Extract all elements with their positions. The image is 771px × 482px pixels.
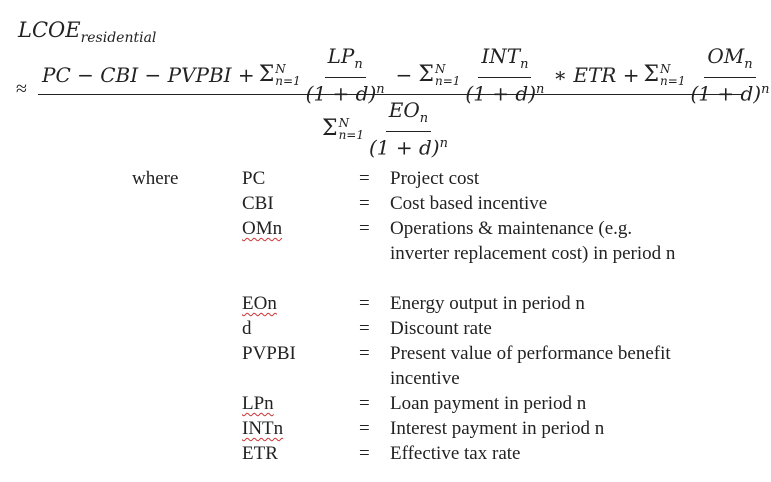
summation-3 bbox=[643, 62, 685, 87]
def-equals: = bbox=[359, 443, 370, 464]
frac-int-sub: n bbox=[520, 57, 529, 72]
def-equals: = bbox=[359, 218, 370, 239]
def-text-lpn: Loan payment in period n bbox=[390, 393, 587, 414]
def-equals: = bbox=[359, 193, 370, 214]
frac-int-den-exp: n bbox=[536, 82, 545, 97]
frac-eo-den-exp: n bbox=[439, 136, 448, 151]
frac-int-denominator: (1 + d) bbox=[465, 81, 537, 106]
def-abbr-pvpbi: PVPBI bbox=[242, 343, 296, 364]
def-equals: = bbox=[359, 418, 370, 439]
def-text-cbi: Cost based incentive bbox=[390, 193, 548, 214]
def-abbr-eon: EOn bbox=[242, 293, 277, 314]
etr-term: ∗ ETR + bbox=[553, 62, 640, 87]
frac-eo-sub: n bbox=[419, 111, 429, 126]
frac-lp-sub: n bbox=[354, 57, 363, 72]
frac-om-denominator: (1 + d) bbox=[690, 81, 762, 106]
def-equals: = bbox=[359, 168, 370, 189]
def-abbr-cbi: CBI bbox=[242, 193, 274, 214]
lhs-subscript: residential bbox=[80, 30, 157, 46]
sum-upper-limit: N bbox=[338, 115, 350, 130]
fraction-lp bbox=[303, 44, 388, 106]
equation-denominator bbox=[322, 98, 453, 160]
sum-lower-limit: n=1 bbox=[434, 73, 461, 88]
approx-symbol: ≈ bbox=[16, 78, 27, 100]
def-equals: = bbox=[359, 393, 370, 414]
def-text-d: Discount rate bbox=[390, 318, 492, 339]
def-equals: = bbox=[359, 318, 370, 339]
frac-lp-numerator: LP bbox=[327, 44, 355, 68]
minus-operator: − bbox=[395, 62, 413, 87]
frac-int-numerator: INT bbox=[481, 44, 521, 68]
def-abbr-pc: PC bbox=[242, 168, 266, 189]
sum-upper-limit: N bbox=[275, 61, 286, 76]
sigma-symbol: Σ bbox=[258, 62, 275, 88]
summation-2 bbox=[418, 62, 460, 87]
fraction-eo bbox=[366, 98, 451, 160]
sigma-symbol: Σ bbox=[643, 62, 660, 88]
sigma-symbol: Σ bbox=[322, 116, 338, 142]
frac-om-numerator: OM bbox=[707, 44, 745, 68]
def-text-pvpbi: Present value of performance benefit incentive bbox=[390, 343, 671, 389]
def-abbr-lpn: LPn bbox=[242, 393, 274, 414]
summation-1 bbox=[259, 62, 301, 87]
sum-upper-limit: N bbox=[434, 61, 446, 76]
sum-upper-limit: N bbox=[660, 61, 671, 76]
def-text-intn: Interest payment in period n bbox=[390, 418, 605, 439]
frac-lp-denominator: (1 + d) bbox=[305, 81, 377, 106]
def-text-etr: Effective tax rate bbox=[390, 443, 521, 464]
main-fraction-bar bbox=[38, 94, 742, 95]
frac-eo-numerator: EO bbox=[388, 98, 420, 122]
equation-numerator bbox=[38, 44, 771, 106]
frac-lp-den-exp: n bbox=[376, 82, 385, 97]
fraction-int bbox=[462, 44, 547, 106]
def-equals: = bbox=[359, 293, 370, 314]
frac-om-den-exp: n bbox=[761, 82, 770, 97]
def-text-omn: Operations & maintenance (e.g. inverter replacement cost) in period n bbox=[390, 218, 676, 264]
sum-lower-limit: n=1 bbox=[275, 73, 301, 88]
def-text-eon: Energy output in period n bbox=[390, 293, 585, 314]
def-equals: = bbox=[359, 343, 370, 364]
def-abbr-d: d bbox=[242, 318, 252, 339]
where-label: where bbox=[132, 168, 179, 189]
equation-lhs bbox=[18, 18, 156, 46]
numerator-leading-terms: PC − CBI − PVPBI + bbox=[42, 62, 255, 87]
def-abbr-etr: ETR bbox=[242, 443, 278, 464]
sigma-symbol: Σ bbox=[418, 62, 434, 88]
summation-denominator bbox=[322, 116, 364, 141]
fraction-om bbox=[687, 44, 771, 106]
def-abbr-omn: OMn bbox=[242, 218, 283, 239]
def-text-pc: Project cost bbox=[390, 168, 480, 189]
lhs-main: LCOE bbox=[18, 18, 81, 42]
def-abbr-intn: INTn bbox=[242, 418, 284, 439]
frac-eo-denominator: (1 + d) bbox=[368, 135, 440, 160]
sum-lower-limit: n=1 bbox=[660, 73, 686, 88]
frac-om-sub: n bbox=[744, 57, 753, 72]
sum-lower-limit: n=1 bbox=[338, 127, 364, 142]
